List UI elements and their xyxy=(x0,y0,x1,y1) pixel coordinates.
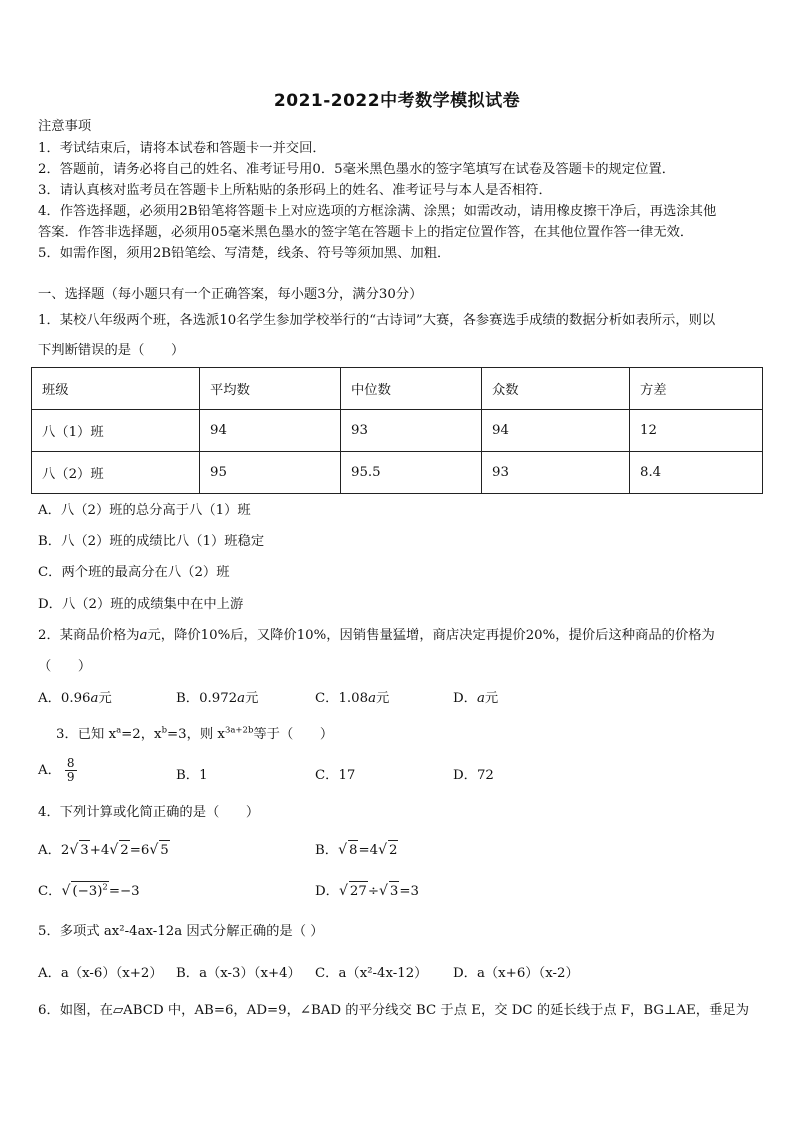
radical-sign: √ xyxy=(149,842,159,858)
q3-exponent: b xyxy=(161,725,168,736)
radicand: 27 xyxy=(349,881,368,902)
section-heading: 一、选择题（每小题只有一个正确答案，每小题3分，满分30分） xyxy=(38,287,423,302)
q2-variable: a xyxy=(139,628,148,643)
radical-sign: √ xyxy=(109,842,119,858)
q2-variable: a xyxy=(90,691,99,706)
table-header-cell: 班级 xyxy=(32,368,200,410)
q3-option-c: C．17 xyxy=(315,768,356,783)
question-2-stem-cont: （ ） xyxy=(38,659,92,674)
table-header-row xyxy=(32,368,763,410)
table-header-cell: 方差 xyxy=(630,368,763,410)
radicand: 3 xyxy=(389,881,399,902)
notice-item: 答案．作答非选择题，必须用05毫米黑色墨水的签字笔在答题卡上的指定位置作答，在其他位置作答一律无效． xyxy=(38,225,694,240)
option-b: B．八（2）班的成绩比八（1）班稳定 xyxy=(38,534,265,549)
notice-heading: 注意事项 xyxy=(38,119,92,134)
table-cell: 八（1）班 xyxy=(32,410,200,452)
option-suffix: 元 xyxy=(484,691,499,706)
math-term: =3 xyxy=(399,884,419,899)
exponent: 2 xyxy=(102,882,108,893)
table-header-cell: 平均数 xyxy=(200,368,341,410)
option-label: A．0.96 xyxy=(38,691,91,706)
radicand: 8 xyxy=(348,840,358,861)
table-cell: 94 xyxy=(200,410,341,452)
math-term: (−3) xyxy=(72,884,103,899)
option-a: A．八（2）班的总分高于八（1）班 xyxy=(38,503,251,518)
q5-option-c: C．a（x²-4x-12） xyxy=(315,966,428,981)
q3-option-a xyxy=(38,757,77,784)
radicand: 3 xyxy=(79,840,89,861)
q2-variable: a xyxy=(368,691,377,706)
radicand: 2 xyxy=(388,840,398,861)
option-label: B． xyxy=(315,843,339,858)
table-row xyxy=(32,410,763,452)
table-cell: 95.5 xyxy=(341,452,482,494)
q2-option-d xyxy=(453,689,498,709)
radical-sign: √ xyxy=(378,842,387,858)
math-term: ÷ xyxy=(367,884,379,899)
table-cell: 94 xyxy=(482,410,630,452)
table-cell: 八（2）班 xyxy=(32,452,200,494)
question-1-stem: 1．某校八年级两个班，各选派10名学生参加学校举行的“古诗词”大赛，各参赛选手成绩的数据分析如表所示，则以 xyxy=(38,313,716,328)
q2-option-a xyxy=(38,689,112,709)
question-1-stem-cont: 下判断错误的是（ ） xyxy=(38,343,185,358)
question-3-stem xyxy=(56,725,786,745)
option-suffix: 元 xyxy=(376,691,390,706)
option-c: C．两个班的最高分在八（2）班 xyxy=(38,565,230,580)
q3-option-b: B．1 xyxy=(176,768,208,783)
q5-option-a: A．a（x-6）（x+2） xyxy=(38,966,163,981)
table-header-cell: 众数 xyxy=(482,368,630,410)
table-cell: 95 xyxy=(200,452,341,494)
q2-stem-part: 元，降价10%后，又降价10%，因销售量猛增，商店决定再提价20%，提价后这种商品的价格为 xyxy=(147,628,715,643)
fraction xyxy=(65,757,77,784)
fraction-numerator: 8 xyxy=(66,756,75,770)
q5-option-b: B．a（x-3）（x+4） xyxy=(176,966,301,981)
page-title: 2021-2022中考数学模拟试卷 xyxy=(273,91,521,111)
q3-stem-part: =3，则 x xyxy=(167,727,225,742)
q4-option-c xyxy=(38,881,140,902)
q3-stem-part: 3．已知 x xyxy=(56,727,117,742)
option-label: B．0.972 xyxy=(176,691,238,706)
q3-exponent: 3a+2b xyxy=(224,725,254,736)
score-table xyxy=(31,367,763,494)
q4-option-d xyxy=(315,881,419,902)
table-header-cell: 中位数 xyxy=(341,368,482,410)
table-cell: 93 xyxy=(482,452,630,494)
q2-option-c xyxy=(315,689,389,709)
q2-variable: a xyxy=(476,691,485,706)
question-4-stem: 4．下列计算或化简正确的是（ ） xyxy=(38,805,260,820)
q2-stem-part: 2．某商品价格为 xyxy=(38,628,140,643)
table-cell: 8.4 xyxy=(630,452,763,494)
notice-item: 1．考试结束后，请将本试卷和答题卡一并交回． xyxy=(38,141,326,156)
math-term: 2 xyxy=(60,843,70,858)
math-term: =−3 xyxy=(108,884,140,899)
q5-option-d: D．a（x+6）（x-2） xyxy=(453,966,579,981)
table-cell: 93 xyxy=(341,410,482,452)
q2-variable: a xyxy=(237,691,246,706)
math-term: =4 xyxy=(358,843,379,858)
question-2-stem xyxy=(38,626,768,646)
table-row xyxy=(32,452,763,494)
option-label: C． xyxy=(38,884,62,899)
q2-option-b xyxy=(176,689,258,709)
radicand xyxy=(71,881,108,902)
option-label: A． xyxy=(38,843,61,858)
notice-item: 5．如需作图，须用2B铅笔绘、写清楚，线条、符号等须加黑、加粗． xyxy=(38,246,451,261)
math-term: +4 xyxy=(89,843,110,858)
option-label: C．1.08 xyxy=(315,691,369,706)
radical-sign: √ xyxy=(69,842,79,858)
radicand: 2 xyxy=(119,840,129,861)
notice-item: 2．答题前，请务必将自己的姓名、准考证号用0．5毫米黑色墨水的签字笔填写在试卷及答题卡的规定位置． xyxy=(38,162,676,177)
option-suffix: 元 xyxy=(98,691,112,706)
radical-sign: √ xyxy=(378,883,388,899)
q3-stem-part: 等于（ ） xyxy=(253,727,334,742)
q3-exponent: a xyxy=(116,725,122,736)
q3-stem-part: =2，x xyxy=(121,727,162,742)
q4-option-a xyxy=(38,840,170,861)
option-label: D． xyxy=(453,691,477,706)
radical-sign: √ xyxy=(338,842,347,858)
radicand: 5 xyxy=(159,840,169,861)
notice-item: 3．请认真核对监考员在答题卡上所粘贴的条形码上的姓名、准考证号与本人是否相符． xyxy=(38,183,552,198)
question-6-stem: 6．如图，在▱ABCD 中，AB=6，AD=9，∠BAD 的平分线交 BC 于点 E，交 DC 的延长线于点 F，BG⊥AE，垂足为 xyxy=(38,1003,749,1018)
option-suffix: 元 xyxy=(245,691,259,706)
fraction-denominator: 9 xyxy=(66,770,75,784)
q3-option-d: D．72 xyxy=(453,768,494,783)
question-5-stem: 5．多项式 ax²-4ax-12a 因式分解正确的是（ ） xyxy=(38,924,324,939)
option-label: A． xyxy=(38,763,61,778)
option-d: D．八（2）班的成绩集中在中上游 xyxy=(38,597,244,612)
table-cell: 12 xyxy=(630,410,763,452)
radical-sign: √ xyxy=(338,883,348,899)
q4-option-b xyxy=(315,840,398,861)
option-label: D． xyxy=(315,884,339,899)
notice-item: 4．作答选择题，必须用2B铅笔将答题卡上对应选项的方框涂满、涂黑；如需改动，请用橡皮擦干净后，再选涂其他 xyxy=(38,204,717,219)
radical-sign: √ xyxy=(61,883,71,899)
math-term: =6 xyxy=(129,843,150,858)
